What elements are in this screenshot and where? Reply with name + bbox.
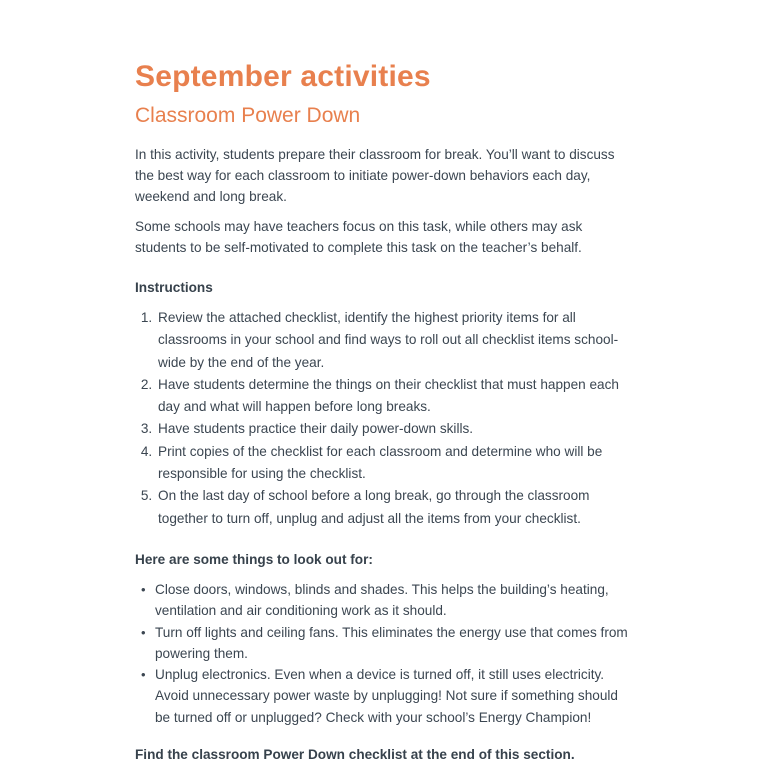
list-item: 5. On the last day of school before a long break, go through the classroom together to turn off, unplug and adjust all the items from your checklist. xyxy=(156,485,635,530)
page-title: September activities xyxy=(135,60,431,93)
lookout-heading: Here are some things to look out for: xyxy=(135,551,373,567)
intro-paragraph: Some schools may have teachers focus on this task, while others may ask students to be self-motivated to complete this task on the teacher’s behalf. xyxy=(135,219,583,255)
list-item: • Turn off lights and ceiling fans. This eliminates the energy use that comes from powering them. xyxy=(155,622,635,665)
intro-paragraph: In this activity, students prepare their classroom for break. You’ll want to discuss the best way for each classroom to initiate power-down behaviors each day, weekend and long break. xyxy=(135,147,615,204)
list-item: • Close doors, windows, blinds and shades. This helps the building’s heating, ventilation and air conditioning work as it should. xyxy=(155,579,635,622)
list-item: 3. Have students practice their daily power-down skills. xyxy=(156,418,635,440)
list-item: 4. Print copies of the checklist for each classroom and determine who will be responsible for using the checklist. xyxy=(156,441,635,486)
list-item: 2. Have students determine the things on their checklist that must happen each day and what will happen before long breaks. xyxy=(156,374,635,419)
footer-note: Find the classroom Power Down checklist at the end of this section. xyxy=(135,747,575,763)
page-subtitle: Classroom Power Down xyxy=(135,104,361,127)
instructions-list xyxy=(135,307,635,530)
list-item: 1. Review the attached checklist, identify the highest priority items for all classrooms in your school and find ways to roll out all checklist items school-wide by the end of the year. xyxy=(156,307,635,374)
lookout-list xyxy=(135,579,635,728)
list-item: • Unplug electronics. Even when a device is turned off, it still uses electricity. Avoid unnecessary power waste by unplugging! Not sure if something should be turned off or unplugged? Check with your school’s Energy Champion! xyxy=(155,664,635,728)
instructions-heading: Instructions xyxy=(135,280,213,295)
